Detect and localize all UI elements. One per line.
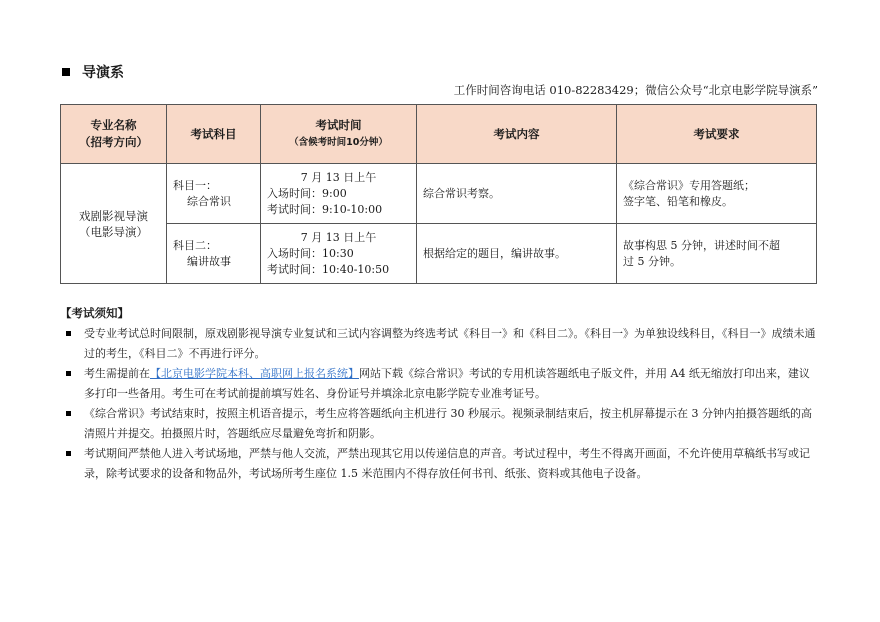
square-bullet-icon: [62, 68, 70, 76]
major-cell: [61, 164, 167, 284]
time-cell: [261, 224, 417, 284]
header-subject: 考试科目: [167, 105, 261, 164]
list-item: [66, 444, 818, 483]
content-cell: 综合常识考察。: [417, 164, 617, 224]
section-heading: [62, 62, 124, 82]
subject-cell: [167, 164, 261, 224]
table-header-row: [61, 105, 817, 164]
major-direction: （电影导演）: [79, 224, 148, 239]
list-item: [66, 364, 818, 403]
subject-number: 科目二：: [173, 238, 217, 252]
time-cell: [261, 164, 417, 224]
header-major-line2: （招考方向）: [79, 135, 148, 149]
requirement-line: 《综合常识》专用答题纸；: [623, 178, 755, 192]
entry-time: 入场时间：9:00: [267, 186, 347, 200]
header-major-line1: 专业名称: [90, 118, 137, 132]
header-time: [261, 105, 417, 164]
square-bullet-icon: [66, 371, 71, 376]
header-time-line1: 考试时间: [315, 118, 362, 132]
header-major: [61, 105, 167, 164]
subject-cell: [167, 224, 261, 284]
registration-system-link[interactable]: 【北京电影学院本科、高职网上报名系统】: [150, 367, 359, 380]
section-title: 导演系: [82, 65, 124, 81]
notice-text: 受专业考试总时间限制，原戏剧影视导演专业复试和三试内容调整为终选考试《科目一》和《科目二》。《科目一》为单独设线科目，《科目一》成绩未通过的考生，《科目二》不再进行评分。: [84, 327, 816, 360]
requirement-cell: [617, 224, 817, 284]
requirement-line: 故事构思 5 分钟，讲述时间不超: [623, 238, 780, 252]
exam-date: 7 月 13 日上午: [300, 230, 377, 244]
square-bullet-icon: [66, 411, 71, 416]
major-name: 戏剧影视导演: [79, 208, 148, 223]
subject-name: 编讲故事: [187, 254, 231, 268]
table-row: [61, 224, 817, 284]
notice-list: [66, 324, 818, 484]
notice-text: 考生需提前在: [84, 367, 150, 380]
notice-text: 考试期间严禁他人进入考试场地，严禁与他人交流，严禁出现其它用以传递信息的声音。考试过程中，考生不得离开画面，不允许使用草稿纸书写或记录，除考试要求的设备和物品外，考试场所考生座位 1.5 米范围内不得存放任何书刊、纸张、资料或其他电子设备。: [84, 447, 810, 480]
exam-time: 考试时间：10:40-10:50: [267, 262, 390, 276]
notice-title: 【考试须知】: [60, 306, 129, 320]
table-row: [61, 164, 817, 224]
exam-time: 考试时间：9:10-10:00: [267, 202, 383, 216]
contact-info: 工作时间咨询电话 010-82283429；微信公众号“北京电影学院导演系”: [453, 83, 818, 97]
content-cell: 根据给定的题目，编讲故事。: [417, 224, 617, 284]
subject-number: 科目一：: [173, 178, 217, 192]
subject-name: 综合常识: [187, 194, 231, 208]
requirement-line: 过 5 分钟。: [623, 254, 681, 268]
square-bullet-icon: [66, 331, 71, 336]
notice-text: 网站下载《综合常识》考试的专用机读答题纸电子版文件，并用 A4 纸无缩放打印出来，建议多打印一些备用。考生可在考试前提前填写姓名、身份证号并填涂北京电影学院专业准考证号。: [84, 367, 810, 400]
requirement-line: 签字笔、铅笔和橡皮。: [623, 194, 733, 208]
list-item: [66, 324, 818, 363]
square-bullet-icon: [66, 451, 71, 456]
exam-schedule-table: [60, 104, 817, 284]
exam-date: 7 月 13 日上午: [300, 170, 377, 184]
header-content: 考试内容: [417, 105, 617, 164]
notice-text: 《综合常识》考试结束时，按照主机语音提示，考生应将答题纸向主机进行 30 秒展示。视频录制结束后，按主机屏幕提示在 3 分钟内拍摄答题纸的高清照片并提交。拍摄照片时，答题纸应尽量避免弯折和阴影。: [84, 407, 812, 440]
entry-time: 入场时间：10:30: [267, 246, 354, 260]
header-requirement: 考试要求: [617, 105, 817, 164]
requirement-cell: [617, 164, 817, 224]
header-time-line2: （含候考时间10分钟）: [289, 137, 388, 148]
list-item: [66, 404, 818, 443]
